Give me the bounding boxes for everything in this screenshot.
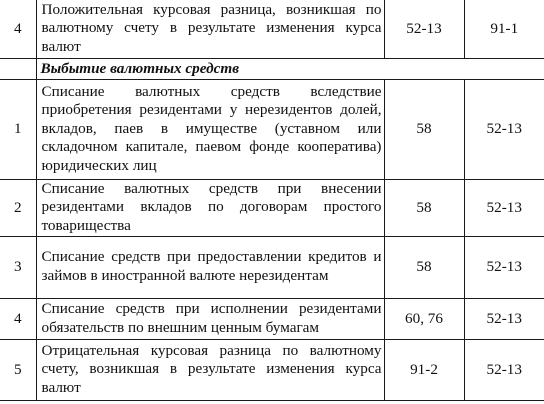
section-number-cell [0,58,36,79]
row-number: 4 [0,298,36,339]
row-number: 2 [0,179,36,236]
table-row [0,0,544,58]
credit-account: 52-13 [464,236,544,298]
row-number: 5 [0,339,36,400]
debit-account: 52-13 [384,0,464,58]
credit-account: 91-1 [464,0,544,58]
section-title: Выбытие валютных средств [36,58,544,79]
credit-account: 52-13 [464,298,544,339]
row-number: 1 [0,79,36,179]
credit-account: 52-13 [464,339,544,400]
entry-description: Списание валютных средств вследствие приобретения резидентами у нерезидентов долей, вкладов, паев в имуществе (уставном или складочном капитале, паевом фонде кооператива) юридических лиц [36,79,384,179]
entry-description: Списание средств при исполнении резидентами обязательств по внешним ценным бумагам [36,298,384,339]
credit-account: 52-13 [464,179,544,236]
section-header-row [0,58,544,79]
debit-account: 58 [384,236,464,298]
debit-account: 58 [384,179,464,236]
debit-account: 60, 76 [384,298,464,339]
entry-description: Списание валютных средств при внесении резидентами вкладов по договорам простого товарищества [36,179,384,236]
credit-account: 52-13 [464,79,544,179]
table-row [0,236,544,298]
table-row [0,339,544,400]
entry-description: Отрицательная курсовая разница по валютному счету, возникшая в результате изменения курса валют [36,339,384,400]
table-row [0,79,544,179]
entry-description: Списание средств при предоставлении кредитов и займов в иностранной валюте нерезидентам [36,236,384,298]
table-row [0,298,544,339]
debit-account: 58 [384,79,464,179]
table-row [0,179,544,236]
row-number: 4 [0,0,36,58]
entry-description: Положительная курсовая разница, возникшая по валютному счету в результате изменения курса валют [36,0,384,58]
row-number: 3 [0,236,36,298]
debit-account: 91-2 [384,339,464,400]
